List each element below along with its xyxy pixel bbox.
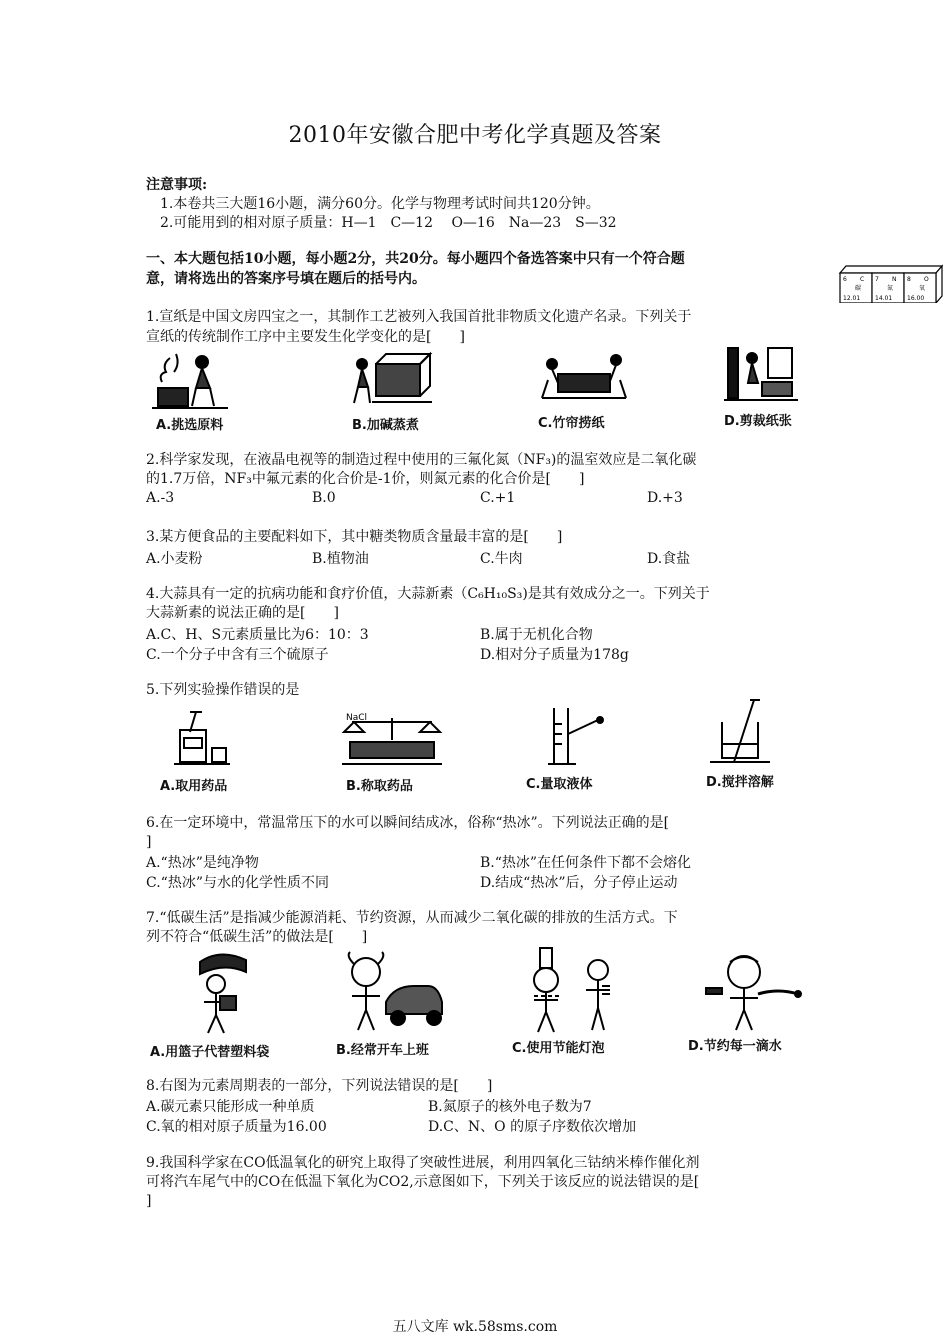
q3-option-d: D.食盐 <box>647 551 691 567</box>
q7-caption-a: A.用篮子代替塑料袋 <box>150 1045 270 1060</box>
q6-option-c: C.“热冰”与水的化学性质不同 <box>146 875 329 891</box>
q4-option-d: D.相对分子质量为178g <box>480 647 629 663</box>
cell-o-name: 氧 <box>919 285 926 292</box>
q8-option-b: B.氮原子的核外电子数为7 <box>428 1099 592 1115</box>
page-title: 2010年安徽合肥中考化学真题及答案 <box>288 123 662 148</box>
q4-line2: 大蒜新素的说法正确的是[ ] <box>146 605 339 621</box>
q1-caption-a: A.挑选原料 <box>156 418 224 433</box>
q6-line1: 6.在一定环境中，常温常压下的水可以瞬间结成冰，俗称“热冰”。下列说法正确的是[ <box>146 815 670 831</box>
q9-line1: 9.我国科学家在CO低温氧化的研究上取得了突破性进展，利用四氧化三钴纳米棒作催化剂 <box>146 1155 700 1171</box>
q8-option-d: D.C、N、O 的原子序数依次增加 <box>428 1119 637 1135</box>
q6-option-d: D.结成“热冰”后，分子停止运动 <box>480 875 678 891</box>
q8-option-c: C.氧的相对原子质量为16.00 <box>146 1119 327 1135</box>
q7-line1: 7.“低碳生活”是指减少能源消耗、节约资源，从而减少二氧化碳的排放的生活方式。下 <box>146 910 678 926</box>
q7-image-c <box>524 946 624 1034</box>
q7-caption-b: B.经常开车上班 <box>336 1043 429 1058</box>
q2-line2: 的1.7万倍，NF₃中氟元素的化合价是-1价，则氮元素的化合价是[ ] <box>146 471 585 487</box>
q1-image-c <box>538 350 630 406</box>
q7-image-a <box>190 948 254 1036</box>
q3-option-a: A.小麦粉 <box>146 551 203 567</box>
q1-image-d <box>722 344 800 406</box>
q4-line1: 4.大蒜具有一定的抗病功能和食疗价值，大蒜新素（C₆H₁₀S₃)是其有效成分之一。下列关于 <box>146 586 710 602</box>
q7-caption-d: D.节约每一滴水 <box>688 1039 782 1054</box>
q5-image-c <box>540 704 610 768</box>
q1-caption-c: C.竹帘捞纸 <box>538 416 605 431</box>
q5-caption-d: D.搅拌溶解 <box>706 775 774 790</box>
q6-option-a: A.“热冰”是纯净物 <box>146 855 259 871</box>
q2-line1: 2.科学家发现，在液晶电视等的制造过程中使用的三氟化氮（NF₃)的温室效应是二氧化碳 <box>146 452 697 468</box>
q1-image-b <box>348 350 436 408</box>
notes-item-1: 1.本卷共三大题16小题，满分60分。化学与物理考试时间共120分钟。 <box>160 196 600 212</box>
cell-o-symbol: O <box>924 276 929 283</box>
periodic-table-fragment <box>836 263 946 303</box>
cell-n-name: 氮 <box>887 285 894 292</box>
q5-image-a <box>172 708 232 766</box>
q5-image-d <box>706 698 774 768</box>
q8-option-a: A.碳元素只能形成一种单质 <box>146 1099 315 1115</box>
cell-n-mass: 14.01 <box>875 295 893 302</box>
q7-image-b <box>340 950 450 1034</box>
cell-o-mass: 16.00 <box>907 295 925 302</box>
q8-line1: 8.右图为元素周期表的一部分，下列说法错误的是[ ] <box>146 1078 493 1094</box>
q1-caption-b: B.加碱蒸煮 <box>352 418 419 433</box>
q5-caption-c: C.量取液体 <box>526 777 593 792</box>
q9-line2: 可将汽车尾气中的CO在低温下氧化为CO2,示意图如下，下列关于该反应的说法错误的是[ <box>146 1174 700 1190</box>
cell-c-symbol: C <box>860 276 865 283</box>
q2-option-c: C.+1 <box>480 490 516 506</box>
cell-o-number: 8 <box>907 276 911 283</box>
q2-option-d: D.+3 <box>647 490 683 506</box>
q5-nacl-label: NaCl <box>346 713 368 723</box>
q3-option-c: C.牛肉 <box>480 551 523 567</box>
section1-line2: 意，请将选出的答案序号填在题后的括号内。 <box>146 271 426 287</box>
footer-watermark: 五八文库 wk.58sms.com <box>392 1319 558 1335</box>
q1-line2: 宣纸的传统制作工序中主要发生化学变化的是[ ] <box>146 329 465 345</box>
q3-line1: 3.某方便食品的主要配料如下，其中糖类物质含量最丰富的是[ ] <box>146 529 563 545</box>
cell-n-symbol: N <box>892 276 897 283</box>
q3-option-b: B.植物油 <box>312 551 369 567</box>
q1-image-a <box>150 350 230 412</box>
q4-option-b: B.属于无机化合物 <box>480 627 593 643</box>
q7-line2: 列不符合“低碳生活”的做法是[ ] <box>146 929 368 945</box>
cell-c-number: 6 <box>843 276 847 283</box>
q6-option-b: B.“热冰”在任何条件下都不会熔化 <box>480 855 692 871</box>
q4-option-a: A.C、H、S元素质量比为6：10：3 <box>146 627 369 643</box>
q5-caption-b: B.称取药品 <box>346 779 413 794</box>
notes-heading: 注意事项: <box>146 177 208 193</box>
cell-c-mass: 12.01 <box>843 295 861 302</box>
q5-caption-a: A.取用药品 <box>160 779 228 794</box>
q4-option-c: C.一个分子中含有三个硫原子 <box>146 647 329 663</box>
q1-line1: 1.宣纸是中国文房四宝之一，其制作工艺被列入我国首批非物质文化遗产名录。下列关于 <box>146 309 692 325</box>
q2-option-b: B.0 <box>312 490 336 506</box>
q7-image-d <box>700 950 804 1036</box>
q5-image-b <box>340 708 444 768</box>
q5-line1: 5.下列实验操作错误的是 <box>146 682 300 698</box>
cell-c-name: 碳 <box>855 285 862 292</box>
q7-caption-c: C.使用节能灯泡 <box>512 1041 605 1056</box>
q6-line2: ] <box>146 834 152 850</box>
q1-caption-d: D.剪裁纸张 <box>724 414 792 429</box>
cell-n-number: 7 <box>875 276 879 283</box>
section1-line1: 一、本大题包括10小题，每小题2分，共20分。每小题四个备选答案中只有一个符合题 <box>146 251 685 267</box>
notes-item-2: 2.可能用到的相对原子质量：H—1 C—12 O—16 Na—23 S—32 <box>160 215 617 231</box>
q2-option-a: A.-3 <box>146 490 175 506</box>
q9-line3: ] <box>146 1193 152 1209</box>
